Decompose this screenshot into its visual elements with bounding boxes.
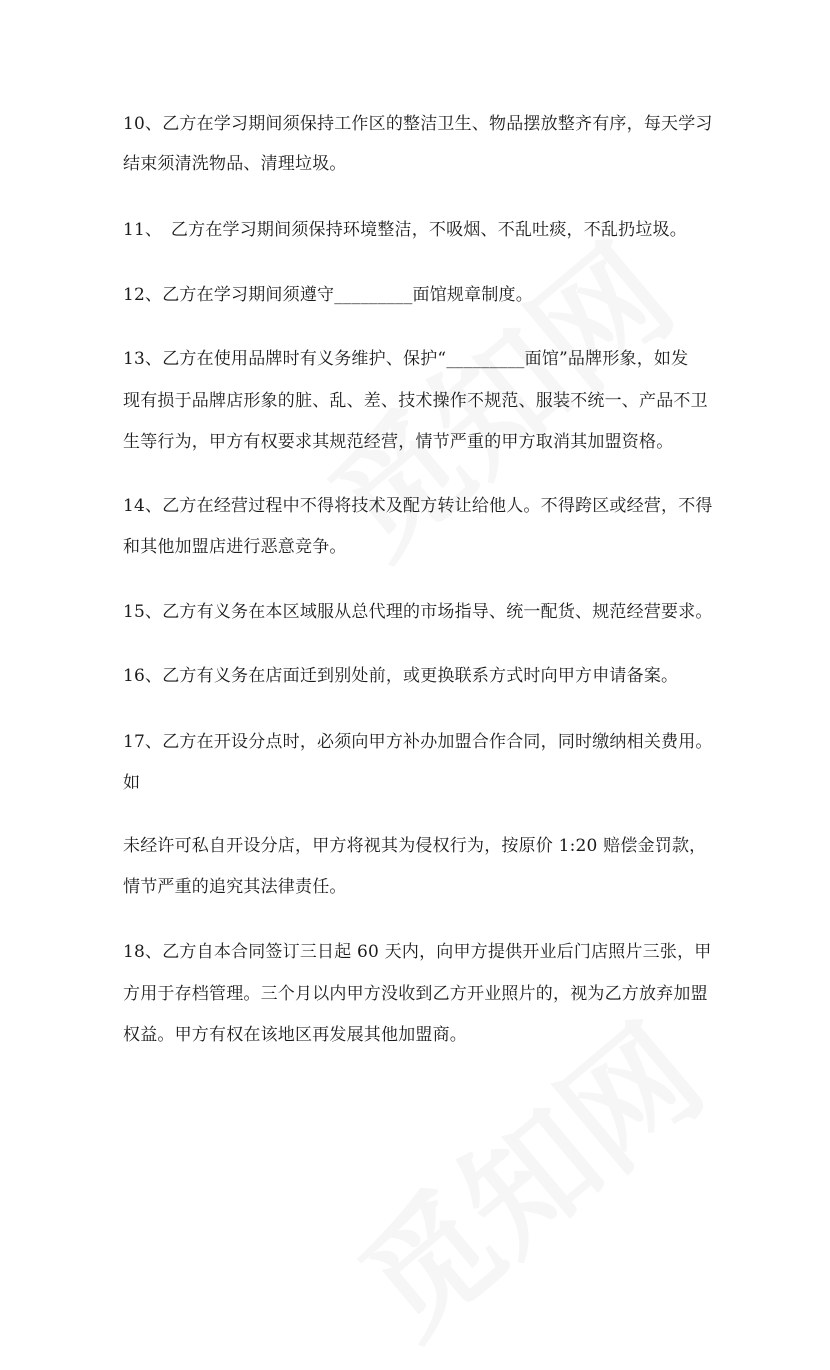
clause-11-line-1: 11、 乙方在学习期间须保持环境整洁，不吸烟、不乱吐痰，不乱扔垃圾。 (123, 220, 687, 240)
clause-17b-line-2: 情节严重的追究其法律责任。 (123, 877, 347, 897)
clause-17-line-1: 17、乙方在开设分点时，必须向甲方补办加盟合作合同，同时缴纳相关费用。 (123, 732, 713, 752)
clause-17b-line-1: 未经许可私自开设分店，甲方将视其为侵权行为，按原价 1:20 赔偿金罚款， (123, 836, 707, 856)
clause-18-line-1: 18、乙方自本合同签订三日起 60 天内，向甲方提供开业后门店照片三张，甲 (123, 942, 712, 962)
clause-14-line-1: 14、乙方在经营过程中不得将技术及配方转让给他人。不得跨区或经营，不得 (123, 496, 713, 516)
clause-17-line-2: 如 (123, 773, 141, 793)
clause-13-line-1: 13、乙方在使用品牌时有义务维护、保护“_________面馆”品牌形象，如发 (123, 349, 689, 369)
clause-13-line-3: 生等行为，甲方有权要求其规范经营，情节严重的甲方取消其加盟资格。 (123, 432, 674, 452)
clause-16-line-1: 16、乙方有义务在店面迁到别处前，或更换联系方式时向甲方申请备案。 (123, 666, 679, 686)
clause-14-line-2: 和其他加盟店进行恶意竞争。 (123, 537, 347, 557)
clause-18-line-2: 方用于存档管理。三个月以内甲方没收到乙方开业照片的，视为乙方放弃加盟 (123, 984, 708, 1004)
clause-10-line-1: 10、乙方在学习期间须保持工作区的整洁卫生、物品摆放整齐有序，每天学习 (123, 114, 713, 134)
clause-13-line-2: 现有损于品牌店形象的脏、乱、差、技术操作不规范、服装不统一、产品不卫 (123, 391, 708, 411)
clause-15-line-1: 15、乙方有义务在本区域服从总代理的市场指导、统一配货、规范经营要求。 (123, 602, 713, 622)
clause-12-line-1: 12、乙方在学习期间须遵守_________面馆规章制度。 (123, 285, 533, 305)
clause-10-line-2: 结束须清洗物品、清理垃圾。 (123, 154, 347, 174)
clause-18-line-3: 权益。甲方有权在该地区再发展其他加盟商。 (123, 1025, 467, 1045)
